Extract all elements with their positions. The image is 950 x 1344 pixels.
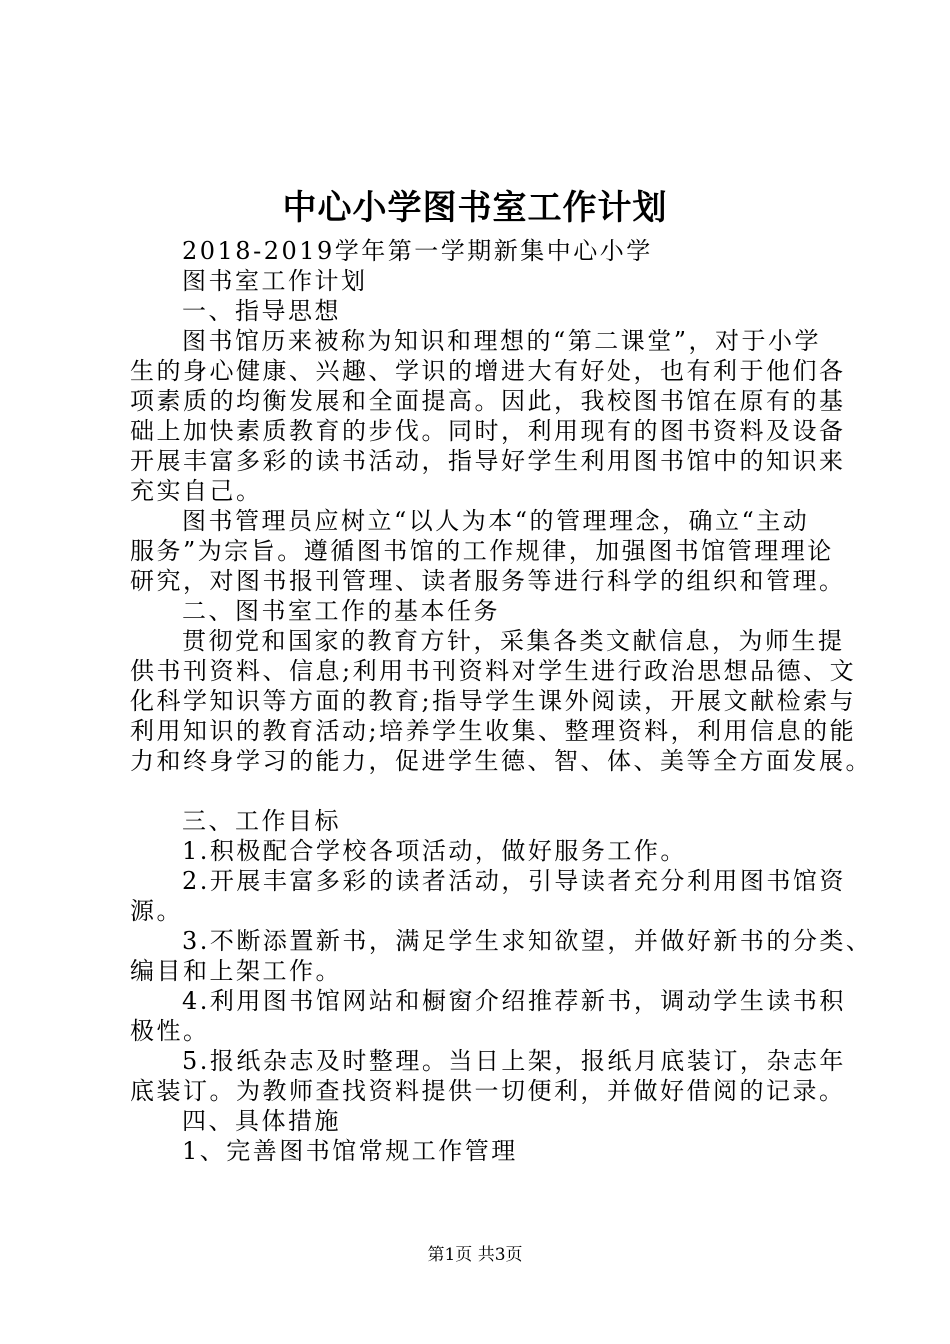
- list-item-continuation: 极性。: [130, 1017, 210, 1045]
- subtitle-line: 图书室工作计划: [182, 267, 368, 295]
- list-item: 3.不断添置新书，满足学生求知欲望，并做好新书的分类、: [182, 927, 873, 955]
- paragraph-line: 生的身心健康、兴趣、学识的增进大有好处，也有利于他们各: [130, 357, 846, 385]
- list-item-continuation: 源。: [130, 897, 183, 925]
- document-body: [130, 236, 873, 1166]
- paragraph-line: 研究，对图书报刊管理、读者服务等进行科学的组织和管理。: [130, 567, 846, 595]
- paragraph-line: 图书馆历来被称为知识和理想的“第二课堂”，对于小学: [182, 327, 822, 355]
- section-heading: 二、图书室工作的基本任务: [182, 597, 500, 625]
- paragraph-line: 充实自己。: [130, 477, 263, 505]
- paragraph-line: 力和终身学习的能力，促进学生德、智、体、美等全方面发展。: [130, 747, 872, 775]
- section-heading: 三、工作目标: [182, 807, 341, 835]
- paragraph-line: 利用知识的教育活动;培养学生收集、整理资料，利用信息的能: [130, 717, 857, 745]
- list-item: 4.利用图书馆网站和橱窗介绍推荐新书，调动学生读书积: [182, 987, 846, 1015]
- subtitle-line: 2018-2019学年第一学期新集中心小学: [182, 237, 653, 265]
- paragraph-line: 础上加快素质教育的步伐。同时，利用现有的图书资料及设备: [130, 417, 846, 445]
- list-item: 5.报纸杂志及时整理。当日上架，报纸月底装订，杂志年: [182, 1047, 846, 1075]
- paragraph-line: 服务”为宗旨。遵循图书馆的工作规律，加强图书馆管理理论: [130, 537, 834, 565]
- page-number-footer: 第1页 共3页: [427, 1245, 523, 1265]
- paragraph-line: 化科学知识等方面的教育;指导学生课外阅读，开展文献检索与: [130, 687, 857, 715]
- section-heading: 四、具体措施: [182, 1107, 341, 1135]
- list-item-continuation: 底装订。为教师查找资料提供一切便利，并做好借阅的记录。: [130, 1077, 846, 1105]
- subsection-heading: 1、完善图书馆常规工作管理: [182, 1137, 518, 1165]
- paragraph-line: 贯彻党和国家的教育方针，采集各类文献信息，为师生提: [182, 627, 845, 655]
- paragraph-line: 开展丰富多彩的读书活动，指导好学生利用图书馆中的知识来: [130, 447, 846, 475]
- paragraph-line: 项素质的均衡发展和全面提高。因此，我校图书馆在原有的基: [130, 387, 846, 415]
- list-item: 2.开展丰富多彩的读者活动，引导读者充分利用图书馆资: [182, 867, 846, 895]
- document-title: 中心小学图书室工作计划: [282, 188, 668, 228]
- section-heading: 一、指导思想: [182, 297, 341, 325]
- list-item: 1.积极配合学校各项活动，做好服务工作。: [182, 837, 687, 865]
- paragraph-line: 供书刊资料、信息;利用书刊资料对学生进行政治思想品德、文: [130, 657, 857, 685]
- blank-line: [130, 776, 850, 806]
- list-item-continuation: 编目和上架工作。: [130, 957, 342, 985]
- paragraph-line: 图书管理员应树立“以人为本“的管理理念，确立“主动: [182, 507, 810, 535]
